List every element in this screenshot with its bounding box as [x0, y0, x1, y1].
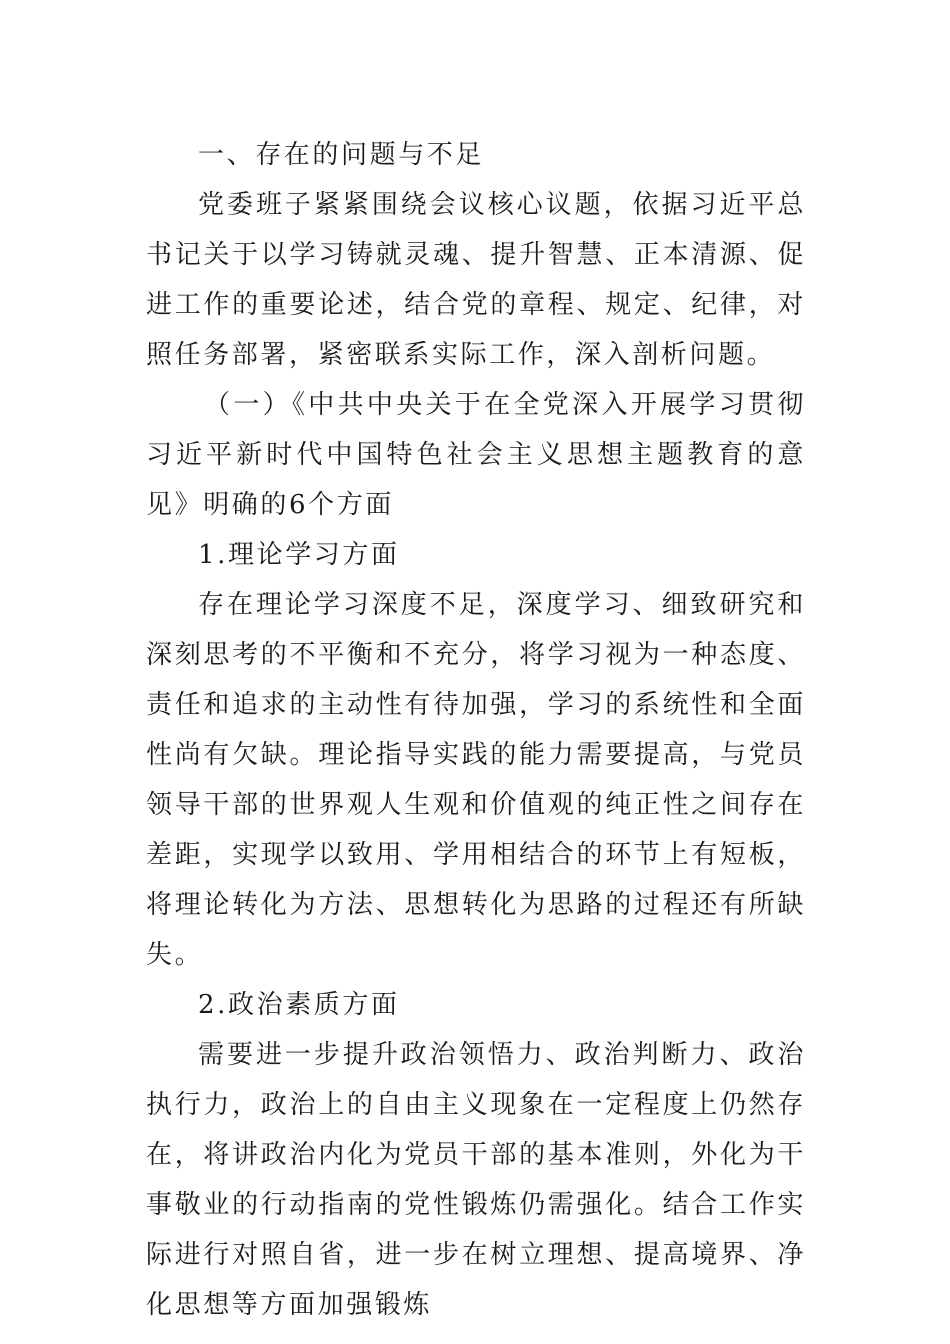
- subsection-heading: （一）《中共中央关于在全党深入开展学习贯彻习近平新时代中国特色社会主义思想主题教育的意见》明确的6个方面: [146, 390, 806, 520]
- item-1-title: 1.理论学习方面: [198, 540, 400, 570]
- document-body: [146, 130, 806, 1330]
- intro-paragraph: 党委班子紧紧围绕会议核心议题，依据习近平总书记关于以学习铸就灵魂、提升智慧、正本清源、促进工作的重要论述，结合党的章程、规定、纪律，对照任务部署，紧密联系实际工作，深入剖析问题。: [146, 190, 806, 370]
- item-2-paragraph: 需要进一步提升政治领悟力、政治判断力、政治执行力，政治上的自由主义现象在一定程度上仍然存在，将讲政治内化为党员干部的基本准则，外化为干事敬业的行动指南的党性锻炼仍需强化。结合工作实际进行对照自省，进一步在树立理想、提高境界、净化思想等方面加强锻炼: [146, 1040, 806, 1320]
- item-2-title: 2.政治素质方面: [198, 990, 400, 1020]
- item-1-paragraph: 存在理论学习深度不足，深度学习、细致研究和深刻思考的不平衡和不充分，将学习视为一种态度、责任和追求的主动性有待加强，学习的系统性和全面性尚有欠缺。理论指导实践的能力需要提高，与党员领导干部的世界观人生观和价值观的纯正性之间存在差距，实现学以致用、学用相结合的环节上有短板，将理论转化为方法、思想转化为思路的过程还有所缺失。: [146, 590, 806, 970]
- section-heading: 一、存在的问题与不足: [198, 140, 485, 170]
